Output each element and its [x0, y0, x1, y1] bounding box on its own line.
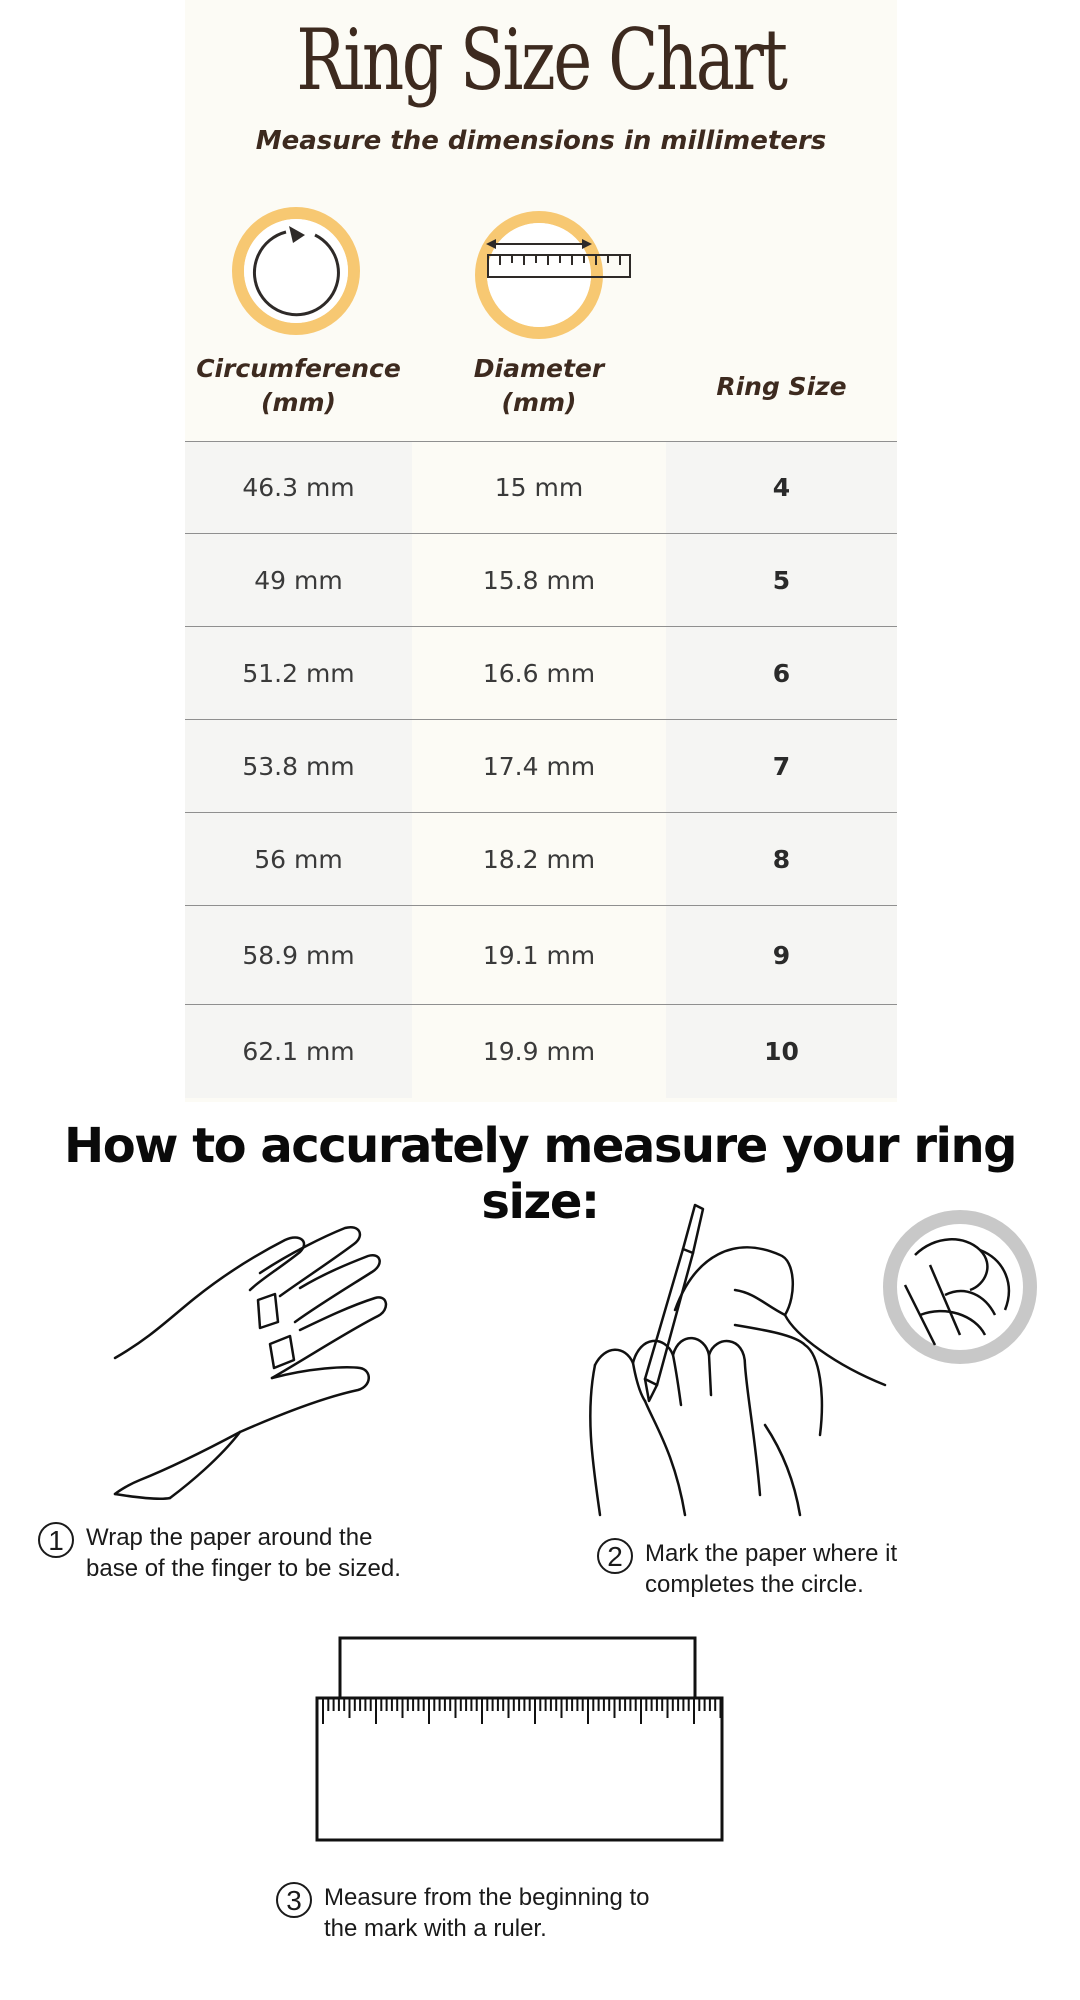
column-header-ring-size	[666, 370, 897, 404]
diameter-cell: 19.1 mm	[412, 906, 666, 1004]
column-header-diameter-label: Diameter	[473, 354, 605, 383]
table-row	[185, 720, 897, 813]
step-1-line-2: base of the finger to be sized.	[86, 1555, 401, 1582]
circumference-ring-icon	[231, 206, 361, 336]
ring-size-chart-card	[185, 0, 897, 1102]
ring-size-cell: 7	[666, 720, 897, 812]
circumference-cell: 46.3 mm	[185, 442, 412, 533]
hand-wrap-illustration	[110, 1218, 410, 1508]
ring-size-cell: 5	[666, 534, 897, 626]
diameter-cell: 15.8 mm	[412, 534, 666, 626]
table-row	[185, 906, 897, 1005]
ruler-measure-illustration	[315, 1638, 725, 1843]
ring-size-cell: 9	[666, 906, 897, 1004]
diameter-cell: 16.6 mm	[412, 627, 666, 719]
diameter-cell: 17.4 mm	[412, 720, 666, 812]
column-header-circumference	[185, 352, 412, 420]
table-row	[185, 813, 897, 906]
ring-size-cell: 10	[666, 1005, 897, 1098]
circumference-cell: 53.8 mm	[185, 720, 412, 812]
table-row	[185, 627, 897, 720]
column-header-circumference-unit: (mm)	[261, 388, 336, 417]
table-row	[185, 534, 897, 627]
diameter-cell: 15 mm	[412, 442, 666, 533]
circumference-cell: 56 mm	[185, 813, 412, 905]
diameter-cell: 19.9 mm	[412, 1005, 666, 1098]
diameter-cell: 18.2 mm	[412, 813, 666, 905]
column-header-diameter-unit: (mm)	[501, 388, 577, 417]
diameter-ring-ruler-icon	[474, 210, 634, 340]
instruction-step-3	[276, 1882, 650, 1944]
pen-marking-illustration	[585, 1195, 1035, 1525]
table-row	[185, 1005, 897, 1098]
circumference-cell: 58.9 mm	[185, 906, 412, 1004]
ring-size-cell: 6	[666, 627, 897, 719]
page-subtitle: Measure the dimensions in millimeters	[255, 126, 827, 156]
circumference-cell: 51.2 mm	[185, 627, 412, 719]
step-number-1: 1	[38, 1522, 74, 1558]
step-1-line-1: Wrap the paper around the	[86, 1524, 373, 1551]
circumference-cell: 49 mm	[185, 534, 412, 626]
page-title: Ring Size Chart	[296, 11, 786, 109]
ring-size-table	[185, 441, 897, 1098]
step-2-line-1: Mark the paper where it	[645, 1540, 898, 1567]
instruction-step-1	[38, 1522, 401, 1584]
instruction-step-2	[597, 1538, 897, 1600]
step-3-line-1: Measure from the beginning to	[324, 1884, 650, 1911]
circumference-cell: 62.1 mm	[185, 1005, 412, 1098]
column-header-circumference-label: Circumference	[196, 354, 401, 383]
table-row	[185, 442, 897, 534]
step-3-line-2: the mark with a ruler.	[324, 1915, 547, 1942]
instructions-heading: How to accurately measure your ring size:	[64, 1118, 1016, 1230]
step-number-3: 3	[276, 1882, 312, 1918]
column-header-ring-size-label: Ring Size	[716, 372, 847, 401]
ring-size-cell: 4	[666, 442, 897, 533]
step-2-line-2: completes the circle.	[645, 1571, 864, 1598]
step-number-2: 2	[597, 1538, 633, 1574]
column-header-diameter	[412, 352, 666, 420]
ring-size-cell: 8	[666, 813, 897, 905]
